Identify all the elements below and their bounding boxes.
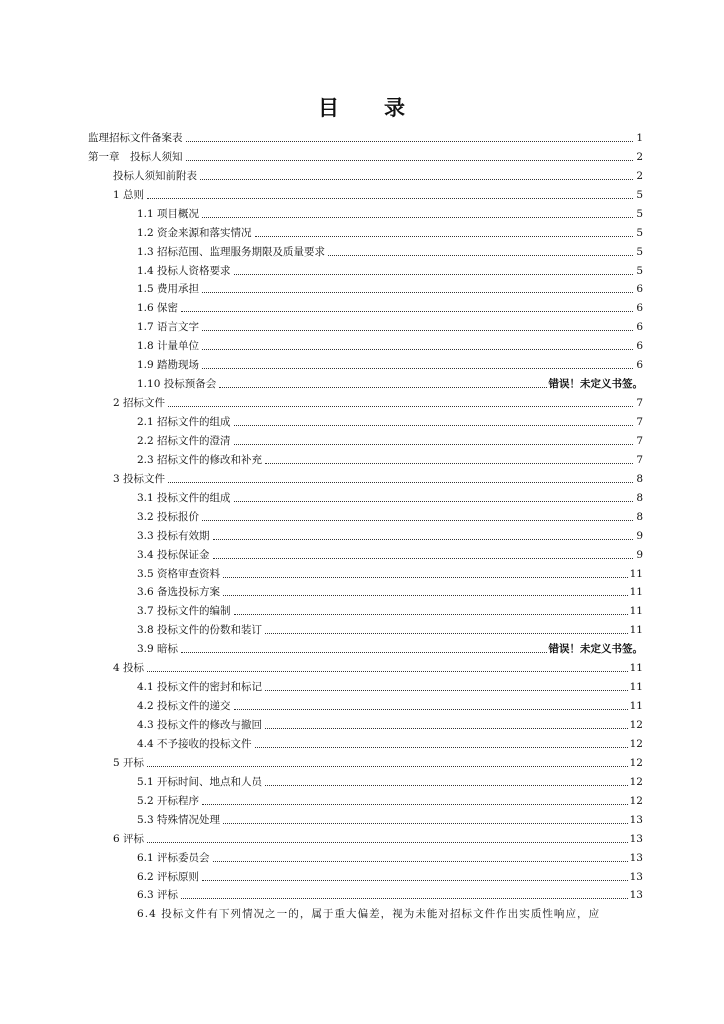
toc-entry[interactable] <box>88 145 643 164</box>
toc-leader-dots <box>223 576 628 578</box>
toc-entry-label: 5.1 开标时间、地点和人员 <box>137 775 263 788</box>
toc-entry[interactable] <box>88 827 643 846</box>
toc-entry-page: 12 <box>629 756 643 769</box>
toc-entry[interactable] <box>88 202 643 221</box>
toc-entry[interactable] <box>88 391 643 410</box>
toc-entry-label: 1.7 语言文字 <box>137 321 200 334</box>
toc-leader-dots <box>202 329 633 331</box>
toc-entry-page: 11 <box>629 624 643 637</box>
toc-leader-dots <box>328 254 633 256</box>
toc-entry-label: 4.2 投标文件的递交 <box>137 700 231 713</box>
toc-entry-page: 11 <box>629 700 643 713</box>
toc-entry-label: 3.9 暗标 <box>137 643 179 656</box>
toc-entry[interactable] <box>88 524 643 543</box>
toc-leader-dots <box>213 538 633 540</box>
toc-entry-label: 3 投标文件 <box>113 472 166 485</box>
toc-leader-dots <box>147 841 628 843</box>
toc-entry[interactable] <box>88 884 643 903</box>
toc-entry-label: 4.3 投标文件的修改与撤回 <box>137 719 263 731</box>
toc-entry-label: 3.2 投标报价 <box>137 510 200 523</box>
toc-entry[interactable] <box>88 486 643 505</box>
toc-leader-dots <box>147 765 628 767</box>
toc-entry[interactable] <box>88 334 643 353</box>
toc-entry-label: 4.4 不予接收的投标文件 <box>137 737 252 750</box>
toc-entry-page: 7 <box>636 453 643 466</box>
toc-entry-label: 1.5 费用承担 <box>137 283 200 296</box>
toc-leader-dots <box>213 557 633 559</box>
toc-leader-dots <box>223 594 628 596</box>
toc-leader-dots <box>265 784 628 786</box>
toc-entry[interactable] <box>88 675 643 694</box>
toc-entry-label: 3.7 投标文件的编制 <box>137 605 231 618</box>
toc-entry-page: 8 <box>636 472 643 485</box>
toc-entry[interactable] <box>88 562 643 581</box>
toc-leader-dots <box>234 708 628 710</box>
toc-leader-dots <box>168 405 633 407</box>
toc-leader-dots <box>186 159 634 161</box>
toc-entry-page: 6 <box>636 359 643 372</box>
toc-entry-label: 6.4 投标文件有下列情况之一的，属于重大偏差，视为未能对招标文件作出实质性响应，应 <box>137 908 601 921</box>
toc-entry-label: 6.1 评标委员会 <box>137 851 210 864</box>
toc-entry-error: 错误！未定义书签。 <box>548 378 643 391</box>
toc-leader-dots <box>255 235 633 237</box>
toc-entry[interactable] <box>88 543 643 562</box>
toc-entry-label: 6.3 评标 <box>137 889 179 902</box>
toc-leader-dots <box>265 727 628 729</box>
toc-leader-dots <box>234 424 633 426</box>
toc-entry-page: 12 <box>629 775 643 788</box>
toc-entry-page: 5 <box>636 207 643 220</box>
toc-entry-label: 4.1 投标文件的密封和标记 <box>137 681 263 694</box>
toc-entry-label: 3.5 资格审查资料 <box>137 567 221 580</box>
toc-entry-label: 2 招标文件 <box>113 397 166 410</box>
toc-entry-label: 3.6 备选投标方案 <box>137 586 221 599</box>
toc-entry[interactable] <box>88 164 643 183</box>
toc-entry[interactable] <box>88 713 643 732</box>
table-of-contents <box>88 126 643 921</box>
page-title <box>0 92 724 122</box>
toc-leader-dots <box>181 651 546 653</box>
toc-entry-label: 1.9 踏勘现场 <box>137 359 200 372</box>
toc-leader-dots <box>202 291 633 293</box>
toc-entry-page: 13 <box>629 870 643 883</box>
toc-entry-label: 1.10 投标预备会 <box>137 378 217 391</box>
toc-entry-label: 第一章 投标人须知 <box>88 150 183 163</box>
toc-entry-label: 监理招标文件备案表 <box>88 131 183 144</box>
toc-leader-dots <box>202 348 633 350</box>
toc-entry[interactable] <box>88 865 643 884</box>
toc-entry-page: 13 <box>629 889 643 902</box>
toc-entry-continued[interactable] <box>88 902 643 921</box>
toc-leader-dots <box>265 462 633 464</box>
toc-entry-page: 12 <box>629 719 643 731</box>
toc-entry[interactable] <box>88 296 643 315</box>
toc-entry[interactable] <box>88 770 643 789</box>
toc-entry-page: 5 <box>636 245 643 258</box>
toc-entry[interactable] <box>88 694 643 713</box>
toc-entry-label: 5 开标 <box>113 756 145 769</box>
toc-entry[interactable] <box>88 581 643 600</box>
toc-leader-dots <box>255 746 628 748</box>
toc-entry-label: 1.4 投标人资格要求 <box>137 264 231 277</box>
toc-entry-label: 3.3 投标有效期 <box>137 529 210 542</box>
toc-entry-page: 13 <box>629 813 643 826</box>
toc-entry[interactable] <box>88 372 643 391</box>
toc-entry[interactable] <box>88 618 643 637</box>
toc-entry-page: 1 <box>636 131 643 144</box>
toc-leader-dots <box>202 367 633 369</box>
toc-leader-dots <box>219 386 546 388</box>
toc-leader-dots <box>223 822 628 824</box>
toc-entry-page: 12 <box>629 737 643 750</box>
toc-entry-page: 9 <box>636 548 643 561</box>
toc-entry-page: 5 <box>636 264 643 277</box>
toc-entry-label: 2.2 招标文件的澄清 <box>137 434 231 447</box>
toc-entry-page: 12 <box>629 794 643 807</box>
toc-leader-dots <box>147 670 628 672</box>
toc-leader-dots <box>234 273 633 275</box>
toc-entry[interactable] <box>88 240 643 259</box>
toc-leader-dots <box>265 689 628 691</box>
toc-entry-label: 1.1 项目概况 <box>137 207 200 220</box>
toc-entry[interactable] <box>88 429 643 448</box>
toc-entry[interactable] <box>88 599 643 618</box>
toc-entry-page: 11 <box>629 586 643 599</box>
toc-entry[interactable] <box>88 448 643 467</box>
toc-entry[interactable] <box>88 751 643 770</box>
toc-entry[interactable] <box>88 808 643 827</box>
toc-entry[interactable] <box>88 846 643 865</box>
toc-entry-page: 5 <box>636 226 643 239</box>
toc-entry-label: 投标人须知前附表 <box>113 169 197 182</box>
toc-leader-dots <box>186 140 634 142</box>
toc-entry-page: 6 <box>636 283 643 296</box>
toc-entry-page: 13 <box>629 832 643 845</box>
toc-entry[interactable] <box>88 221 643 240</box>
toc-entry[interactable] <box>88 353 643 372</box>
toc-entry[interactable] <box>88 259 643 278</box>
toc-entry[interactable] <box>88 637 643 656</box>
toc-entry-label: 3.1 投标文件的组成 <box>137 491 231 504</box>
toc-leader-dots <box>265 632 628 634</box>
title-char-1: 目 <box>318 96 340 120</box>
toc-leader-dots <box>202 803 628 805</box>
toc-entry-page: 8 <box>636 510 643 523</box>
toc-entry-page: 2 <box>636 169 643 182</box>
toc-entry-page: 11 <box>629 681 643 694</box>
toc-entry-page: 6 <box>636 340 643 353</box>
toc-entry-label: 3.8 投标文件的份数和装订 <box>137 624 263 637</box>
toc-entry-page: 11 <box>629 605 643 618</box>
toc-entry-label: 2.1 招标文件的组成 <box>137 416 231 428</box>
toc-entry[interactable] <box>88 789 643 808</box>
toc-leader-dots <box>213 860 628 862</box>
toc-entry-label: 3.4 投标保证金 <box>137 548 210 561</box>
toc-entry-label: 1.6 保密 <box>137 302 179 315</box>
toc-leader-dots <box>168 481 633 483</box>
toc-entry-page: 11 <box>629 567 643 580</box>
toc-entry-page: 9 <box>636 529 643 542</box>
toc-entry-label: 6 评标 <box>113 832 145 845</box>
toc-entry-error: 错误！未定义书签。 <box>548 643 643 656</box>
toc-entry-page: 8 <box>636 491 643 504</box>
toc-entry-label: 4 投标 <box>113 662 145 675</box>
toc-entry-page: 13 <box>629 851 643 864</box>
toc-leader-dots <box>202 519 633 521</box>
toc-entry-label: 2.3 招标文件的修改和补充 <box>137 453 263 466</box>
toc-leader-dots <box>202 879 628 881</box>
toc-leader-dots <box>181 897 628 899</box>
toc-entry[interactable] <box>88 126 643 145</box>
toc-entry[interactable] <box>88 467 643 486</box>
toc-entry-page: 7 <box>636 416 643 428</box>
toc-entry-page: 7 <box>636 397 643 410</box>
title-char-2: 录 <box>384 96 406 120</box>
toc-leader-dots <box>234 443 633 445</box>
toc-entry-label: 1 总则 <box>113 188 145 201</box>
toc-entry-label: 6.2 评标原则 <box>137 870 200 883</box>
toc-entry-label: 1.2 资金来源和落实情况 <box>137 226 252 239</box>
toc-entry[interactable] <box>88 656 643 675</box>
toc-entry[interactable] <box>88 732 643 751</box>
toc-entry-page: 6 <box>636 321 643 334</box>
toc-entry-page: 5 <box>636 188 643 201</box>
toc-entry[interactable] <box>88 278 643 297</box>
toc-entry[interactable] <box>88 315 643 334</box>
toc-leader-dots <box>181 310 633 312</box>
toc-entry[interactable] <box>88 410 643 429</box>
toc-entry-label: 5.2 开标程序 <box>137 794 200 807</box>
toc-entry-label: 1.3 招标范围、监理服务期限及质量要求 <box>137 245 326 258</box>
toc-leader-dots <box>234 613 628 615</box>
toc-leader-dots <box>202 216 633 218</box>
toc-entry[interactable] <box>88 183 643 202</box>
toc-entry-page: 6 <box>636 302 643 315</box>
toc-leader-dots <box>200 178 633 180</box>
toc-leader-dots <box>147 197 633 199</box>
toc-entry-page: 11 <box>629 662 643 675</box>
toc-entry-page: 2 <box>636 150 643 163</box>
toc-entry-page: 7 <box>636 434 643 447</box>
toc-leader-dots <box>234 500 633 502</box>
toc-entry-label: 5.3 特殊情况处理 <box>137 813 221 826</box>
toc-entry-label: 1.8 计量单位 <box>137 340 200 353</box>
toc-entry[interactable] <box>88 505 643 524</box>
